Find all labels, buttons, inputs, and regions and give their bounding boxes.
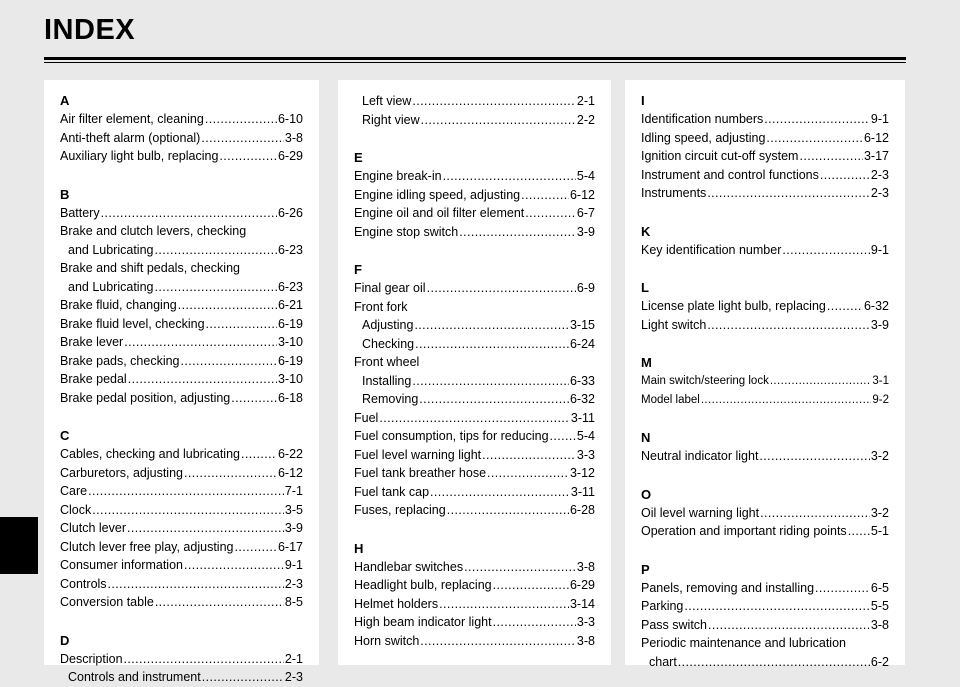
index-entry xyxy=(641,166,889,185)
entry-label: Right view xyxy=(362,112,420,127)
entry-page-number: 3-10 xyxy=(277,335,303,349)
index-entry xyxy=(641,110,889,129)
entry-label: Anti-theft alarm (optional) xyxy=(60,130,201,145)
entry-label: Care xyxy=(60,484,88,498)
entry-label: Brake and clutch levers, checking xyxy=(60,224,247,238)
index-entry xyxy=(60,352,303,371)
entry-page-number: 5-5 xyxy=(870,599,889,613)
entry-page-number: 9-1 xyxy=(870,112,889,126)
entry-page-number: 8-5 xyxy=(284,595,303,609)
entry-label: Horn switch xyxy=(354,633,420,648)
entry-label: Engine oil and oil filter element xyxy=(354,206,525,220)
entry-label: Key identification number xyxy=(641,242,782,257)
index-entry xyxy=(60,593,303,612)
entry-page-number: 3-1 xyxy=(872,375,889,387)
entry-page-number: 3-3 xyxy=(576,615,595,629)
index-entry xyxy=(354,595,595,614)
index-entry xyxy=(354,632,595,651)
index-section xyxy=(641,92,889,203)
index-entry xyxy=(60,278,303,297)
entry-label: Model label xyxy=(641,393,700,406)
dot-leader xyxy=(766,129,863,148)
entry-page-number: 6-19 xyxy=(277,353,303,368)
section-letter: K xyxy=(641,223,651,239)
index-entry xyxy=(641,316,889,335)
entry-page-number: 3-8 xyxy=(284,130,303,145)
index-entry xyxy=(60,204,303,223)
entry-page-number: 6-23 xyxy=(277,279,303,294)
entry-page-number: 6-17 xyxy=(277,539,303,554)
entry-label: Brake lever xyxy=(60,335,124,349)
index-entry xyxy=(354,613,595,632)
index-section xyxy=(60,186,303,408)
entry-page-number: 3-15 xyxy=(569,318,595,332)
index-column-2 xyxy=(338,80,611,665)
dot-leader xyxy=(178,296,277,315)
entry-label: Brake pads, checking xyxy=(60,353,180,368)
entry-page-number: 3-3 xyxy=(576,447,595,462)
entry-page-number: 2-2 xyxy=(576,112,595,127)
entry-label: Controls xyxy=(60,576,107,591)
entry-label: Cables, checking and lubricating xyxy=(60,447,240,461)
section-letter: C xyxy=(60,428,70,443)
index-entry xyxy=(354,446,595,465)
index-entry xyxy=(60,129,303,148)
dot-leader xyxy=(493,576,569,595)
entry-label: Fuel level warning light xyxy=(354,447,482,462)
dot-leader xyxy=(525,204,576,223)
index-entry xyxy=(641,391,889,410)
index-section xyxy=(641,561,889,672)
entry-label: and Lubricating xyxy=(68,242,154,257)
entry-label: Periodic maintenance and lubrication xyxy=(641,636,846,650)
entry-page-number: 6-18 xyxy=(277,390,303,405)
dot-leader xyxy=(827,297,863,316)
entry-label: Clutch lever free play, adjusting xyxy=(60,539,234,554)
entry-label: Engine break-in xyxy=(354,169,442,183)
entry-page-number: 9-2 xyxy=(872,393,889,406)
section-letter: P xyxy=(641,561,650,577)
title-rule-thin xyxy=(44,62,906,63)
index-entry xyxy=(354,558,595,577)
section-letter: M xyxy=(641,355,652,370)
index-entry xyxy=(60,333,303,352)
index-entry xyxy=(641,129,889,148)
index-entry xyxy=(641,653,889,672)
dot-leader xyxy=(379,409,570,428)
index-entry xyxy=(60,315,303,334)
entry-page-number: 3-17 xyxy=(863,149,889,163)
section-letter: I xyxy=(641,93,645,108)
index-entry xyxy=(354,390,595,409)
entry-page-number: 6-28 xyxy=(569,503,595,517)
entry-page-number: 5-4 xyxy=(576,169,595,183)
entry-label: Fuel tank breather hose xyxy=(354,466,487,480)
dot-leader xyxy=(447,501,569,520)
index-entry xyxy=(60,575,303,594)
entry-label: Fuel tank cap xyxy=(354,484,430,499)
section-letter: F xyxy=(354,262,362,277)
dot-leader xyxy=(415,335,569,354)
entry-page-number: 3-11 xyxy=(570,410,595,425)
index-entry xyxy=(60,241,303,260)
dot-leader xyxy=(487,464,569,483)
index-entry xyxy=(60,538,303,557)
index-entry xyxy=(354,204,595,223)
entry-page-number: 5-4 xyxy=(576,429,595,443)
index-entry xyxy=(60,668,303,687)
entry-page-number: 6-10 xyxy=(277,112,303,126)
index-entry xyxy=(641,504,889,523)
dot-leader xyxy=(759,447,870,466)
entry-page-number: 3-9 xyxy=(870,317,889,332)
entry-label: Brake fluid level, checking xyxy=(60,316,205,331)
dot-leader xyxy=(770,372,872,391)
index-section xyxy=(641,279,889,334)
dot-leader xyxy=(205,110,277,129)
index-section xyxy=(354,149,595,241)
entry-label: Clutch lever xyxy=(60,521,126,535)
section-letter: D xyxy=(60,632,70,648)
entry-page-number: 2-3 xyxy=(870,186,889,200)
entry-page-number: 2-3 xyxy=(284,576,303,591)
dot-leader xyxy=(206,315,277,334)
dot-leader xyxy=(412,92,576,111)
index-section xyxy=(641,223,889,260)
section-letter: B xyxy=(60,186,70,202)
entry-page-number: 6-33 xyxy=(569,373,595,388)
index-entry xyxy=(641,447,889,466)
entry-page-number: 6-12 xyxy=(277,465,303,480)
entry-page-number: 6-29 xyxy=(277,149,303,163)
dot-leader xyxy=(127,519,284,538)
entry-label: Left view xyxy=(362,94,412,108)
index-entry xyxy=(60,370,303,389)
entry-page-number: 6-7 xyxy=(576,206,595,220)
dot-leader xyxy=(678,653,870,672)
entry-page-number: 6-12 xyxy=(569,187,595,202)
entry-label: Main switch/steering lock xyxy=(641,375,769,387)
section-letter: L xyxy=(641,280,649,295)
entry-label: High beam indicator light xyxy=(354,615,492,629)
entry-page-number: 3-2 xyxy=(870,449,889,463)
page-title: INDEX xyxy=(44,14,136,46)
dot-leader xyxy=(184,464,277,483)
entry-page-number: 6-21 xyxy=(277,298,303,312)
dot-leader xyxy=(184,556,284,575)
index-section xyxy=(60,92,303,166)
index-entry xyxy=(354,298,595,317)
index-entry xyxy=(354,279,595,298)
entry-page-number: 3-9 xyxy=(284,521,303,535)
entry-label: Final gear oil xyxy=(354,281,426,295)
index-column-1 xyxy=(44,80,319,684)
dot-leader xyxy=(124,650,284,669)
dot-leader xyxy=(124,333,277,352)
section-tab-marker xyxy=(0,517,38,574)
entry-label: Fuel consumption, tips for reducing xyxy=(354,429,549,443)
dot-leader xyxy=(181,352,277,371)
dot-leader xyxy=(482,446,576,465)
index-section xyxy=(354,261,595,520)
index-entry xyxy=(354,335,595,354)
dot-leader xyxy=(684,597,870,616)
dot-leader xyxy=(427,279,576,298)
entry-page-number: 3-8 xyxy=(870,617,889,632)
entry-page-number: 7-1 xyxy=(284,484,303,498)
entry-page-number: 6-22 xyxy=(277,447,303,461)
index-entry xyxy=(60,389,303,408)
entry-label: Parking xyxy=(641,599,684,613)
entry-label: Battery xyxy=(60,205,100,220)
entry-page-number: 3-9 xyxy=(576,224,595,239)
index-entry xyxy=(641,522,889,541)
entry-page-number: 3-5 xyxy=(284,502,303,517)
entry-label: Helmet holders xyxy=(354,596,439,611)
entry-label: Front wheel xyxy=(354,355,420,369)
index-section xyxy=(60,632,303,687)
index-entry xyxy=(354,576,595,595)
entry-label: Neutral indicator light xyxy=(641,449,759,463)
entry-label: Consumer information xyxy=(60,558,183,572)
entry-label: Handlebar switches xyxy=(354,559,464,574)
entry-page-number: 6-24 xyxy=(569,336,595,351)
entry-label: Installing xyxy=(362,373,412,388)
dot-leader xyxy=(782,241,870,260)
entry-label: Ignition circuit cut-off system xyxy=(641,149,799,163)
index-entry xyxy=(354,464,595,483)
dot-leader xyxy=(412,372,569,391)
entry-label: Air filter element, cleaning xyxy=(60,112,204,126)
entry-label: Controls and instrument xyxy=(68,670,201,684)
entry-label: Instruments xyxy=(641,186,707,200)
dot-leader xyxy=(430,483,570,502)
dot-leader xyxy=(708,616,870,635)
entry-page-number: 5-1 xyxy=(870,524,889,538)
entry-page-number: 2-3 xyxy=(284,670,303,684)
entry-label: Fuel xyxy=(354,410,379,425)
dot-leader xyxy=(848,522,870,541)
index-entry xyxy=(60,147,303,166)
entry-page-number: 3-8 xyxy=(576,633,595,648)
index-entry xyxy=(354,167,595,186)
index-entry xyxy=(354,372,595,391)
index-section xyxy=(641,486,889,541)
entry-page-number: 3-10 xyxy=(277,372,303,386)
index-section xyxy=(354,92,595,129)
entry-page-number: 9-1 xyxy=(284,558,303,572)
entry-page-number: 3-8 xyxy=(576,559,595,574)
dot-leader xyxy=(231,389,277,408)
dot-leader xyxy=(521,186,569,205)
index-entry xyxy=(354,409,595,428)
entry-label: Adjusting xyxy=(362,318,414,332)
index-entry xyxy=(60,482,303,501)
entry-page-number: 6-9 xyxy=(576,281,595,295)
index-entry xyxy=(641,579,889,598)
entry-label: Headlight bulb, replacing xyxy=(354,578,492,592)
index-entry xyxy=(354,111,595,130)
entry-label: Description xyxy=(60,651,123,666)
entry-page-number: 3-12 xyxy=(569,466,595,480)
entry-label: Front fork xyxy=(354,299,408,314)
index-entry xyxy=(641,241,889,260)
entry-page-number: 6-29 xyxy=(569,578,595,592)
section-letter: E xyxy=(354,150,363,165)
index-entry xyxy=(60,501,303,520)
dot-leader xyxy=(88,482,284,501)
entry-page-number: 6-19 xyxy=(277,316,303,331)
entry-page-number: 6-32 xyxy=(569,392,595,406)
entry-page-number: 6-5 xyxy=(870,580,889,595)
entry-label: Clock xyxy=(60,502,92,517)
entry-page-number: 3-14 xyxy=(569,596,595,611)
section-letter: O xyxy=(641,486,652,502)
entry-page-number: 6-12 xyxy=(863,130,889,145)
entry-page-number: 9-1 xyxy=(870,242,889,257)
dot-leader xyxy=(439,595,569,614)
entry-page-number: 6-32 xyxy=(863,299,889,313)
dot-leader xyxy=(707,316,870,335)
index-entry xyxy=(641,184,889,203)
dot-leader xyxy=(420,632,576,651)
dot-leader xyxy=(464,558,576,577)
dot-leader xyxy=(443,167,576,186)
entry-label: Oil level warning light xyxy=(641,505,760,520)
index-entry xyxy=(354,316,595,335)
dot-leader xyxy=(707,184,870,203)
entry-label: Brake fluid, changing xyxy=(60,298,177,312)
dot-leader xyxy=(155,593,284,612)
index-entry xyxy=(641,147,889,166)
index-entry xyxy=(354,483,595,502)
dot-leader xyxy=(459,223,576,242)
entry-label: Instrument and control functions xyxy=(641,167,819,182)
index-entry xyxy=(60,650,303,669)
index-entry xyxy=(60,222,303,241)
index-entry xyxy=(641,616,889,635)
index-entry xyxy=(60,464,303,483)
entry-label: Fuses, replacing xyxy=(354,503,446,517)
entry-label: Brake pedal position, adjusting xyxy=(60,390,231,405)
section-letter: N xyxy=(641,430,651,445)
entry-label: Engine idling speed, adjusting xyxy=(354,187,521,202)
dot-leader xyxy=(219,147,277,166)
entry-page-number: 6-2 xyxy=(870,654,889,669)
dot-leader xyxy=(234,538,277,557)
entry-page-number: 3-2 xyxy=(870,505,889,520)
index-entry xyxy=(60,519,303,538)
dot-leader xyxy=(764,110,870,129)
index-section xyxy=(641,354,889,409)
entry-label: Idling speed, adjusting xyxy=(641,130,766,145)
index-entry xyxy=(641,634,889,653)
entry-page-number: 6-23 xyxy=(277,242,303,257)
index-entry xyxy=(60,445,303,464)
dot-leader xyxy=(154,241,276,260)
index-entry xyxy=(354,186,595,205)
entry-label: chart xyxy=(649,654,677,669)
entry-label: Auxiliary light bulb, replacing xyxy=(60,149,219,163)
dot-leader xyxy=(760,504,870,523)
index-entry xyxy=(60,259,303,278)
index-entry xyxy=(60,556,303,575)
dot-leader xyxy=(241,445,277,464)
entry-label: Carburetors, adjusting xyxy=(60,465,183,480)
index-entry xyxy=(354,501,595,520)
dot-leader xyxy=(419,390,569,409)
entry-page-number: 3-11 xyxy=(570,484,595,499)
entry-label: Operation and important riding points xyxy=(641,524,847,538)
dot-leader xyxy=(820,166,870,185)
entry-page-number: 2-1 xyxy=(576,94,595,108)
entry-label: Brake and shift pedals, checking xyxy=(60,261,240,275)
index-section xyxy=(641,429,889,466)
dot-leader xyxy=(550,427,576,446)
dot-leader xyxy=(202,668,284,687)
dot-leader xyxy=(815,579,870,598)
index-entry xyxy=(641,372,889,391)
entry-label: Removing xyxy=(362,392,419,406)
entry-page-number: 2-1 xyxy=(284,651,303,666)
dot-leader xyxy=(154,278,276,297)
index-entry xyxy=(354,353,595,372)
index-section xyxy=(354,540,595,651)
dot-leader xyxy=(128,370,277,389)
entry-label: License plate light bulb, replacing xyxy=(641,299,826,313)
dot-leader xyxy=(101,204,277,223)
entry-label: Light switch xyxy=(641,317,707,332)
entry-label: Identification numbers xyxy=(641,112,764,126)
dot-leader xyxy=(92,501,284,520)
entry-label: Brake pedal xyxy=(60,372,127,386)
entry-label: Conversion table xyxy=(60,595,154,609)
dot-leader xyxy=(799,147,863,166)
entry-label: Checking xyxy=(362,336,415,351)
index-entry xyxy=(60,110,303,129)
index-entry xyxy=(641,597,889,616)
index-entry xyxy=(641,297,889,316)
section-letter: H xyxy=(354,540,364,556)
index-entry xyxy=(354,427,595,446)
index-entry xyxy=(60,296,303,315)
entry-label: Engine stop switch xyxy=(354,224,459,239)
entry-page-number: 6-26 xyxy=(277,205,303,220)
entry-page-number: 2-3 xyxy=(870,167,889,182)
index-column-3 xyxy=(625,80,905,669)
entry-label: Panels, removing and installing xyxy=(641,580,815,595)
dot-leader xyxy=(108,575,284,594)
entry-label: and Lubricating xyxy=(68,279,154,294)
dot-leader xyxy=(701,391,872,410)
dot-leader xyxy=(201,129,284,148)
index-section xyxy=(60,427,303,612)
index-entry xyxy=(354,223,595,242)
section-letter: A xyxy=(60,93,70,108)
title-rule-thick xyxy=(44,57,906,60)
dot-leader xyxy=(414,316,569,335)
index-entry xyxy=(354,92,595,111)
dot-leader xyxy=(421,111,576,130)
dot-leader xyxy=(493,613,576,632)
entry-label: Pass switch xyxy=(641,617,707,632)
